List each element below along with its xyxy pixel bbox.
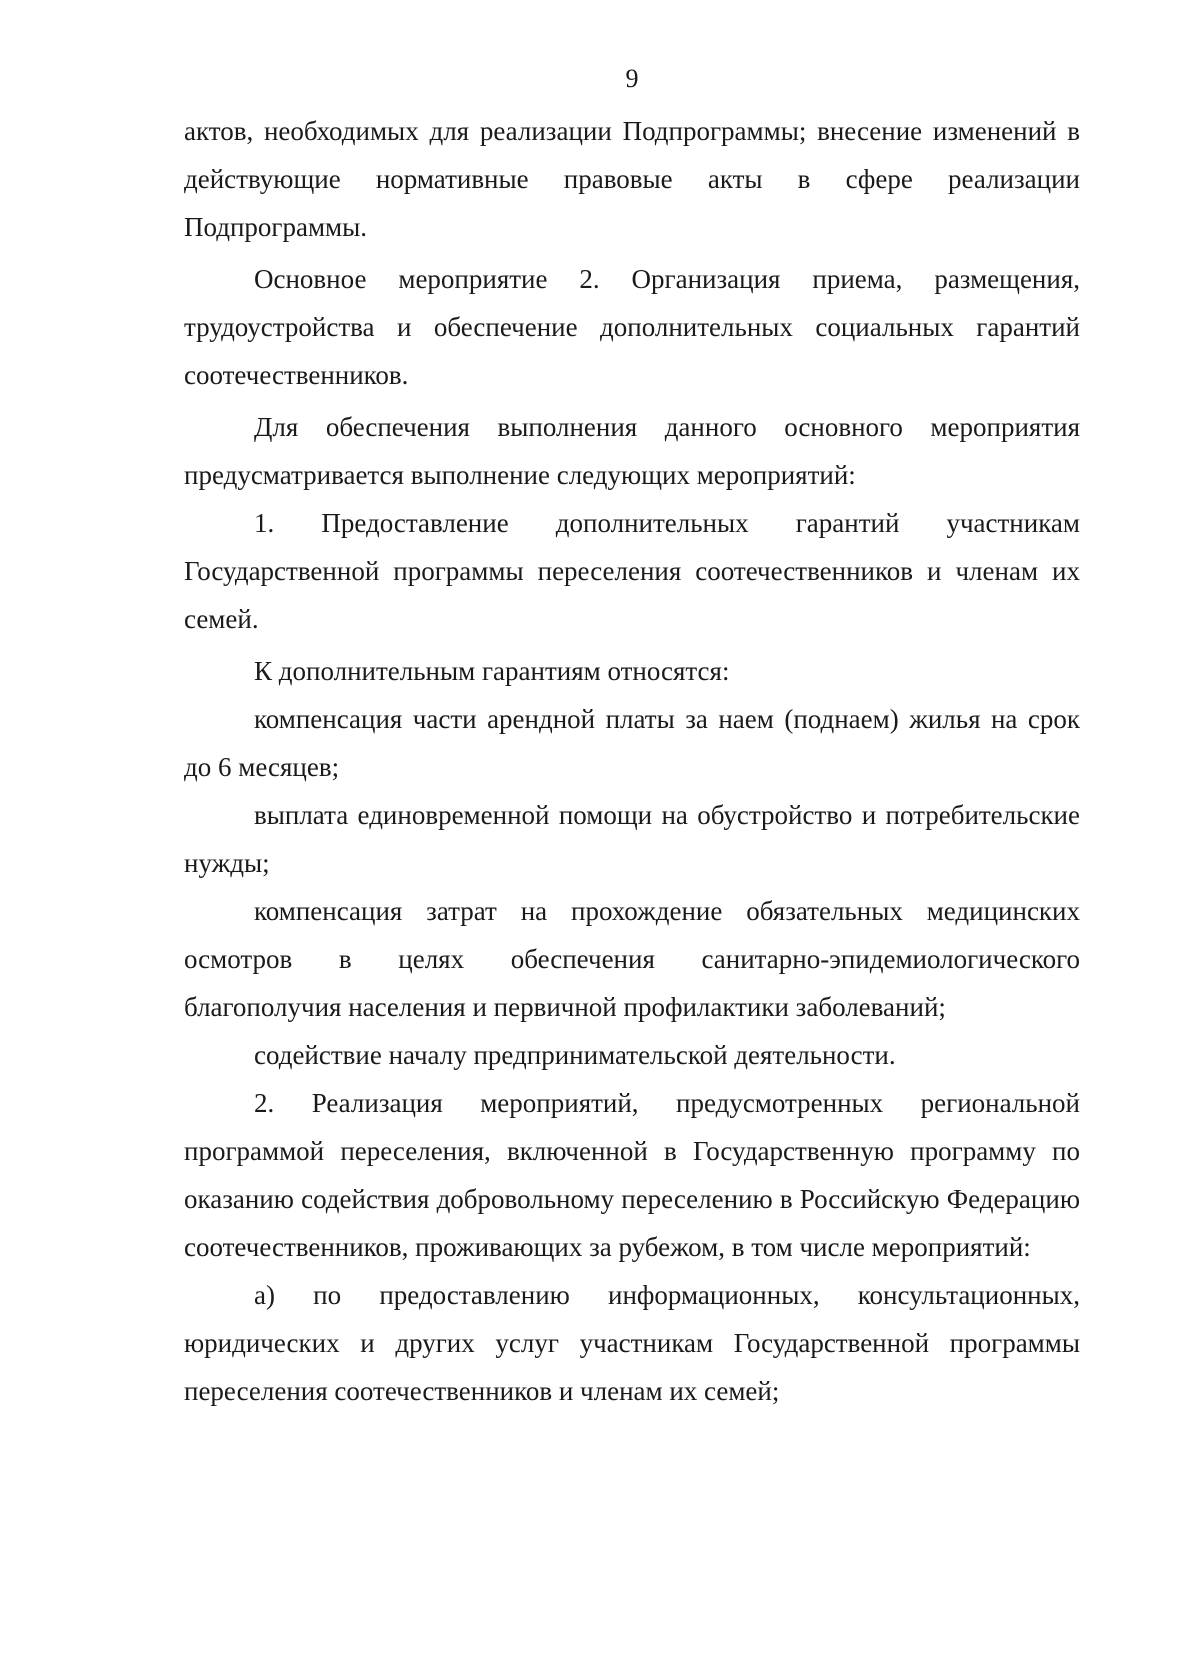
paragraph-activities-intro: Для обеспечения выполнения данного основного мероприятия предусматривается выполнение следующих мероприятий:	[184, 412, 1080, 490]
paragraph-item-a: а) по предоставлению информационных, консультационных, юридических и других услуг участникам Государственной программы переселения соотечественников и членам их семей;	[184, 1280, 1080, 1406]
paragraph-lump-sum-payment: выплата единовременной помощи на обустройство и потребительские нужды;	[184, 800, 1080, 878]
paragraph-business-support: содействие началу предпринимательской деятельности.	[254, 1040, 896, 1070]
paragraph-rent-compensation: компенсация части арендной платы за наем (поднаем) жилья на срок до 6 месяцев;	[184, 704, 1080, 782]
paragraph-continuation: актов, необходимых для реализации Подпрограммы; внесение изменений в действующие нормативные правовые акты в сфере реализации Подпрограммы.	[184, 116, 1080, 242]
paragraph-item-1: 1. Предоставление дополнительных гарантий участникам Государственной программы переселения соотечественников и членам их семей.	[184, 508, 1080, 634]
paragraph-guarantees-intro: К дополнительным гарантиям относятся:	[254, 656, 730, 686]
paragraph-main-activity-2: Основное мероприятие 2. Организация приема, размещения, трудоустройства и обеспечение дополнительных социальных гарантий соотечественников.	[184, 264, 1080, 390]
document-body	[184, 107, 1080, 1415]
paragraph-item-2: 2. Реализация мероприятий, предусмотренных региональной программой переселения, включенной в Государственную программу по оказанию содействия добровольному переселению в Российскую Федерацию соотечественников, проживающих за рубежом, в том числе мероприятий:	[184, 1088, 1080, 1262]
paragraph-medical-compensation: компенсация затрат на прохождение обязательных медицинских осмотров в целях обеспечения санитарно-эпидемиологического благополучия населения и первичной профилактики заболеваний;	[184, 896, 1080, 1022]
page-number: 9	[625, 64, 639, 93]
